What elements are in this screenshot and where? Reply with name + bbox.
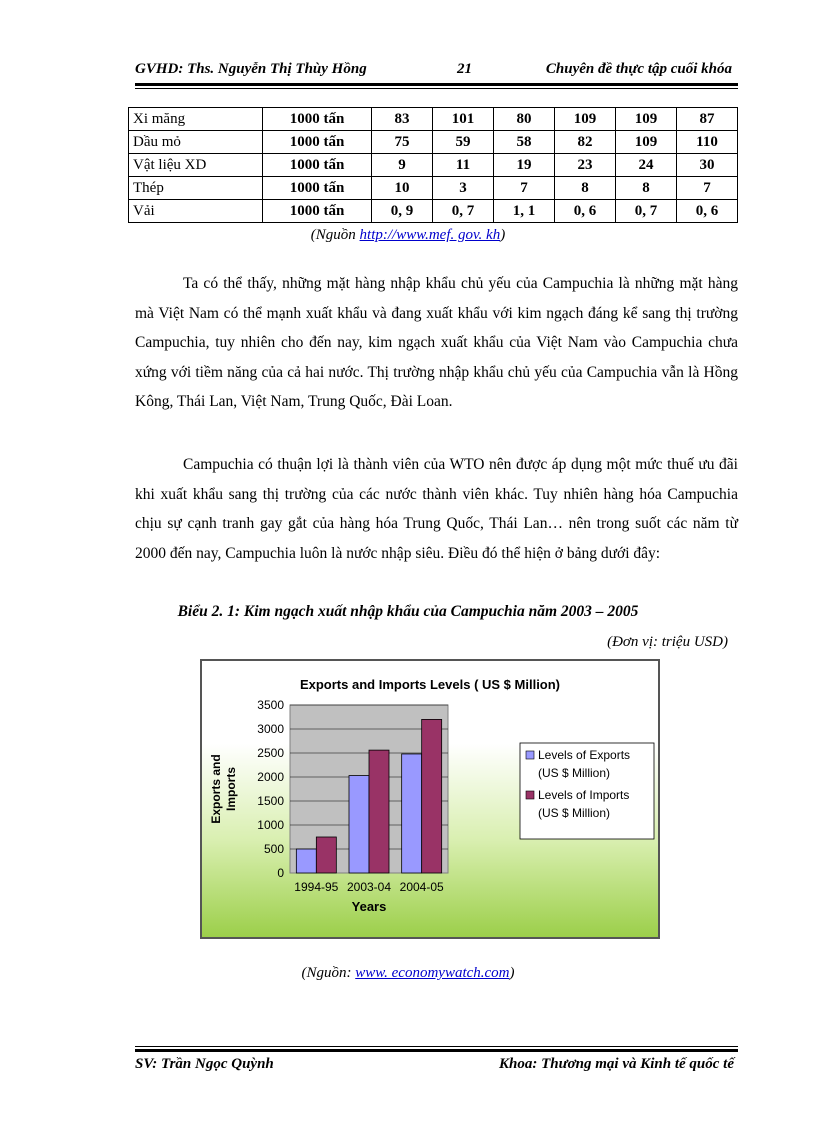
table-cell-value: 109 xyxy=(616,108,677,131)
y-tick-label: 3000 xyxy=(257,722,284,736)
chart-frame xyxy=(200,659,660,939)
table-cell-value: 83 xyxy=(372,108,433,131)
table-cell-unit: 1000 tấn xyxy=(263,177,372,200)
header-title: Chuyên đề thực tập cuối khóa xyxy=(545,61,732,77)
bar-imports xyxy=(369,750,389,873)
import-table xyxy=(128,107,738,223)
source-link-economywatch[interactable]: www. economywatch.com xyxy=(355,965,510,981)
legend-swatch xyxy=(526,791,534,799)
table-cell-value: 8 xyxy=(555,177,616,200)
table-cell-value: 87 xyxy=(677,108,738,131)
legend-entry: Levels of Imports (US $ Million) xyxy=(538,788,630,820)
table-cell-value: 10 xyxy=(372,177,433,200)
bar-chart xyxy=(202,661,658,937)
table-cell-value: 1, 1 xyxy=(494,200,555,223)
table-cell-value: 24 xyxy=(616,154,677,177)
page-header xyxy=(135,56,738,86)
table-cell-value: 23 xyxy=(555,154,616,177)
header-page-number: 21 xyxy=(457,61,472,77)
table-cell-unit: 1000 tấn xyxy=(263,200,372,223)
source-suffix: ) xyxy=(509,965,515,981)
chart-caption: Biểu 2. 1: Kim ngạch xuất nhập khẩu của Campuchia năm 2003 – 2005 xyxy=(177,603,639,620)
table-cell-value: 8 xyxy=(616,177,677,200)
bar-imports xyxy=(422,719,442,873)
table-cell-item: Thép xyxy=(129,177,263,200)
table-cell-value: 0, 7 xyxy=(616,200,677,223)
y-axis-label: Exports andImports xyxy=(209,754,238,824)
bar-imports xyxy=(316,837,336,873)
page-footer xyxy=(135,1046,738,1086)
source-link-mef[interactable]: http://www.mef. gov. kh xyxy=(359,227,501,243)
x-axis-label: Years xyxy=(351,899,387,914)
unit-note: (Đơn vị: triệu USD) xyxy=(607,634,728,650)
table-cell-value: 101 xyxy=(433,108,494,131)
legend-swatch xyxy=(526,751,534,759)
y-tick-label: 1000 xyxy=(257,818,284,832)
y-tick-label: 2500 xyxy=(257,746,284,760)
table-row xyxy=(129,200,738,223)
table-cell-value: 11 xyxy=(433,154,494,177)
paragraph-1-text: Ta có thể thấy, những mặt hàng nhập khẩu chủ yếu của Campuchia là những mặt hàng mà Việt Nam có thể mạnh xuất khẩu và đang xuất khẩu với kim ngạch đáng kể sang thị trường Campuchia, tuy nhiên cho đến nay, kim ngạch xuất khẩu của Việt Nam vào Campuchia chưa xứng với tiềm năng của cả hai nước. Thị trường nhập khẩu chủ yếu của Campuchia vẫn là Hồng Kông, Thái Lan, Việt Nam, Trung Quốc, Đài Loan. xyxy=(135,275,738,410)
table-cell-item: Xi măng xyxy=(129,108,263,131)
table-cell-value: 30 xyxy=(677,154,738,177)
table-cell-value: 110 xyxy=(677,131,738,154)
table-row xyxy=(129,131,738,154)
source-suffix: ) xyxy=(500,227,506,243)
table-cell-value: 0, 9 xyxy=(372,200,433,223)
table-cell-value: 0, 7 xyxy=(433,200,494,223)
footer-student: SV: Trần Ngọc Quỳnh xyxy=(135,1056,274,1072)
footer-rule-thin xyxy=(135,1046,738,1047)
source-prefix: (Nguồn: xyxy=(301,965,356,981)
table-cell-value: 0, 6 xyxy=(555,200,616,223)
table-cell-unit: 1000 tấn xyxy=(263,131,372,154)
bar-exports xyxy=(296,849,316,873)
table-cell-unit: 1000 tấn xyxy=(263,154,372,177)
table-row xyxy=(129,108,738,131)
header-advisor: GVHD: Ths. Nguyễn Thị Thùy Hồng xyxy=(135,61,367,77)
table-cell-value: 75 xyxy=(372,131,433,154)
header-rule-thin xyxy=(135,88,738,89)
y-tick-label: 1500 xyxy=(257,794,284,808)
table-cell-item: Dầu mỏ xyxy=(129,131,263,154)
table-cell-item: Vật liệu XD xyxy=(129,154,263,177)
table-cell-item: Vải xyxy=(129,200,263,223)
y-tick-label: 0 xyxy=(277,866,284,880)
x-tick-label: 2003-04 xyxy=(346,880,392,894)
paragraph-1 xyxy=(135,269,738,417)
bar-exports xyxy=(402,754,422,873)
table-cell-value: 9 xyxy=(372,154,433,177)
table-cell-value: 58 xyxy=(494,131,555,154)
table-row xyxy=(129,177,738,200)
x-tick-label: 1994-95 xyxy=(294,880,339,894)
table-cell-value: 80 xyxy=(494,108,555,131)
footer-faculty: Khoa: Thương mại và Kinh tế quốc tế xyxy=(499,1056,734,1072)
footer-rule xyxy=(135,1049,738,1052)
x-tick-label: 2004-05 xyxy=(399,880,444,894)
legend-entry: Levels of Exports (US $ Million) xyxy=(538,748,631,780)
header-rule xyxy=(135,83,738,86)
source-prefix: (Nguồn xyxy=(310,227,360,243)
table-cell-value: 109 xyxy=(555,108,616,131)
table-cell-value: 0, 6 xyxy=(677,200,738,223)
table-cell-value: 59 xyxy=(433,131,494,154)
paragraph-2-text: Campuchia có thuận lợi là thành viên của WTO nên được áp dụng một mức thuế ưu đãi khi xuất khẩu sang thị trường của các nước thành viên khác. Tuy nhiên hàng hóa Campuchia chịu sự cạnh tranh gay gắt của hàng hóa Trung Quốc, Thái Lan… nên trong suốt các năm từ 2000 đến nay, Campuchia luôn là nước nhập siêu. Điều đó thể hiện ở bảng dưới đây: xyxy=(135,456,738,562)
paragraph-2 xyxy=(135,450,738,568)
y-tick-label: 3500 xyxy=(257,698,284,712)
chart-title: Exports and Imports Levels ( US $ Million) xyxy=(299,677,561,692)
import-table-body xyxy=(129,108,738,223)
table-row xyxy=(129,154,738,177)
table-cell-unit: 1000 tấn xyxy=(263,108,372,131)
table-cell-value: 82 xyxy=(555,131,616,154)
y-tick-label: 500 xyxy=(263,842,284,856)
y-tick-label: 2000 xyxy=(257,770,284,784)
table-cell-value: 109 xyxy=(616,131,677,154)
source-note-table xyxy=(0,227,816,244)
table-cell-value: 3 xyxy=(433,177,494,200)
table-cell-value: 19 xyxy=(494,154,555,177)
table-cell-value: 7 xyxy=(677,177,738,200)
source-note-chart xyxy=(0,965,816,982)
bar-exports xyxy=(349,776,369,873)
table-cell-value: 7 xyxy=(494,177,555,200)
